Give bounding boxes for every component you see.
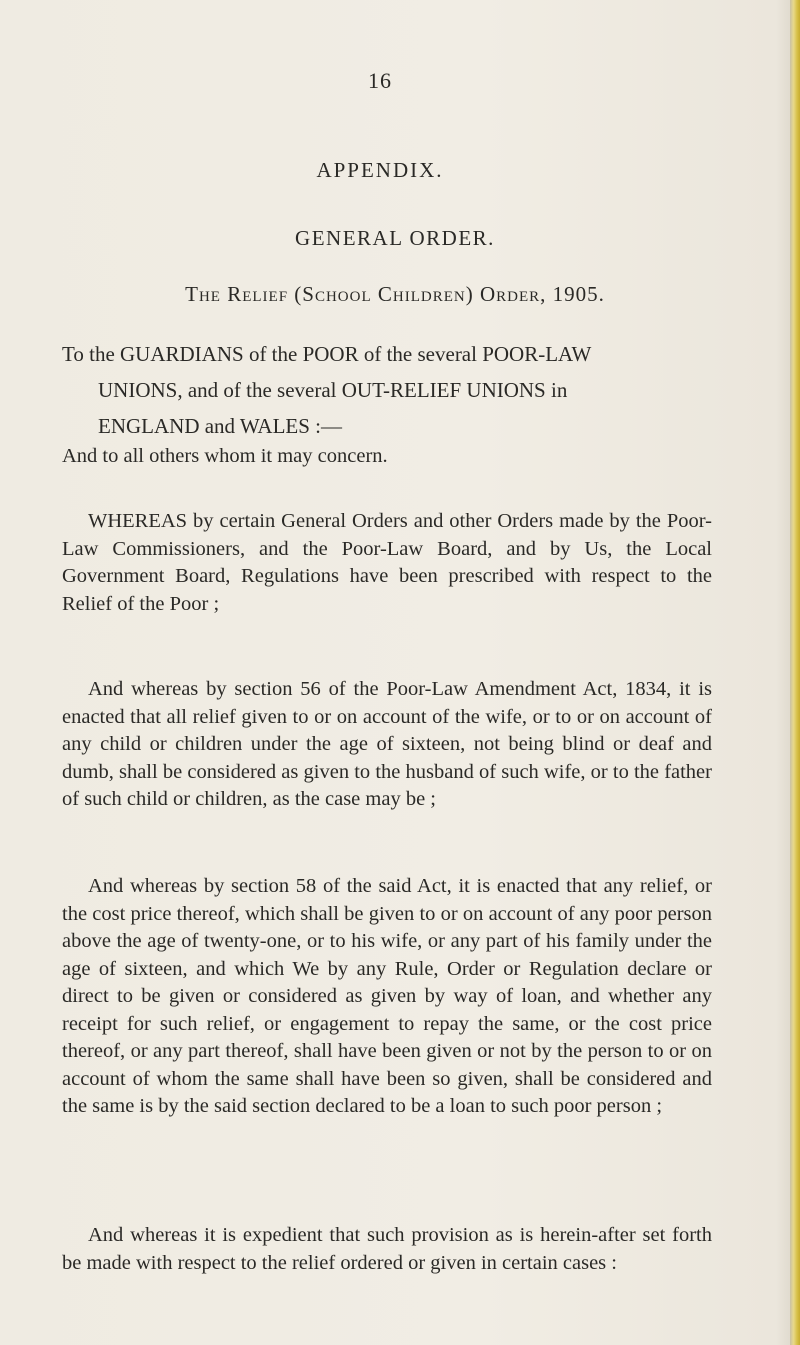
- address-line-3: ENGLAND and WALES :—: [98, 414, 343, 438]
- address-line-2: UNIONS, and of the several OUT-RELIEF UNIONS in: [98, 378, 568, 402]
- paragraph-whereas-3: And whereas by section 58 of the said Act, it is enacted that any relief, or the cost price thereof, which shall be given to or on account of any poor person above the age of twenty-one, or to his wife, or any part of his family under the age of sixteen, and which We by any Rule, Order or Regulation declare or direct to be given or considered as given by way of loan, and whether any receipt for such relief, or engagement to repay the same, or the cost price thereof, or any part thereof, shall have been given or not by the person to or on account of whom the same shall have been so given, shall be considered and the same is by the said section declared to be a loan to such poor person ;: [62, 875, 712, 1117]
- concern-line: And to all others whom it may concern.: [62, 445, 388, 467]
- order-name: The Relief (School Children) Order, 1905.: [185, 282, 605, 306]
- address-line-1: To the GUARDIANS of the POOR of the several POOR-LAW: [62, 342, 592, 366]
- appendix-heading: APPENDIX.: [316, 158, 444, 182]
- page-number: 16: [368, 68, 392, 93]
- order-title: GENERAL ORDER.: [295, 226, 495, 250]
- paragraph-whereas-1: WHEREAS by certain General Orders and other Orders made by the Poor-Law Commissioners, and the Poor-Law Board, and by Us, the Local Government Board, Regulations have been prescribed with respect to the Relief of the Poor ;: [62, 510, 712, 615]
- page-edge: [790, 0, 800, 1345]
- address-block: [62, 336, 722, 444]
- paragraph-whereas-4: And whereas it is expedient that such provision as is herein-after set forth be made with respect to the relief ordered or given in certain cases :: [62, 1224, 712, 1274]
- paragraph-whereas-2: And whereas by section 56 of the Poor-Law Amendment Act, 1834, it is enacted that all relief given to or on account of the wife, or to or on account of any child or children under the age of sixteen, not being blind or deaf and dumb, shall be considered as given to the husband of such wife, or to the father of such child or children, as the case may be ;: [62, 678, 712, 810]
